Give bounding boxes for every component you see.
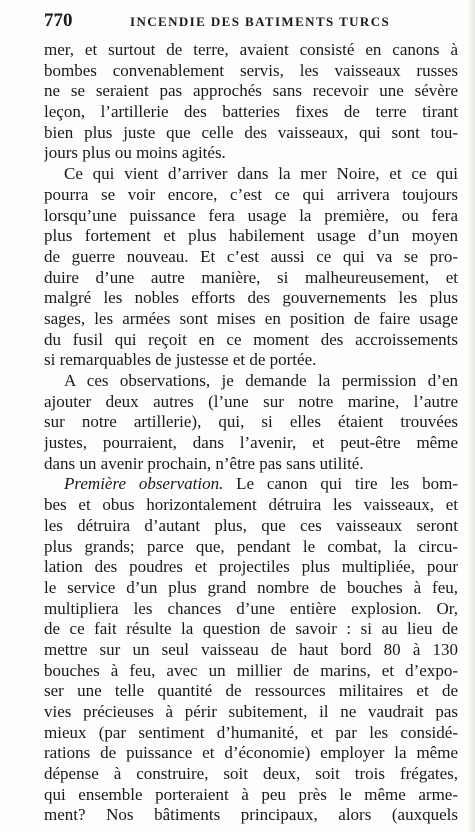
line-text: bien plus juste que celle des vaisseaux, qui sont tou-: [44, 122, 458, 142]
page-header: [44, 10, 458, 38]
page-number: 770: [44, 10, 73, 31]
line-text: rations de puissance et d’économie) employer la même: [44, 743, 458, 763]
text-line: [44, 309, 458, 330]
line-text: ser une telle quantité de ressources militaires et de: [44, 681, 458, 701]
line-text: du fusil qui reçoit en ce moment des accroissements: [44, 329, 458, 349]
line-text: justes, pourraient, dans l’avenir, et peut-être même: [44, 433, 458, 453]
line-text: pourra se voir encore, c’est ce qui arrivera toujours: [44, 184, 458, 204]
text-line: [44, 454, 458, 475]
line-text: si remarquables de justesse et de portée.: [44, 350, 317, 370]
line-text: duire d’une autre manière, si malheureusement, et: [44, 267, 458, 287]
line-text: bombes convenablement servis, les vaisseaux russes: [44, 60, 458, 80]
text-line: [44, 81, 458, 102]
text-line: [44, 640, 458, 661]
line-text: Le canon qui tire les bom-: [223, 474, 458, 494]
text-line: [44, 599, 458, 620]
text-line: [44, 350, 458, 371]
line-text: ment? Nos bâtiments principaux, alors (auxquels: [44, 805, 458, 825]
line-text: bouches à feu, avec un millier de marins, et d’expo-: [44, 660, 458, 680]
line-text: jours plus ou moins agités.: [44, 143, 226, 163]
text-line: [44, 702, 458, 723]
text-line: [44, 143, 458, 164]
text-line: [44, 40, 458, 61]
text-line: [44, 537, 458, 558]
line-text: ne se seraient pas approchés sans recevoir une sévère: [44, 81, 458, 101]
line-text: leçon, l’artillerie des batteries fixes de terre tirant: [44, 102, 458, 122]
line-text: vies précieuses à périr subitement, il ne vaudrait pas: [44, 702, 458, 721]
text-line: [44, 226, 458, 247]
text-line: [44, 474, 458, 495]
line-text: de guerre nouveau. Et c’est aussi ce qui va se pro-: [44, 246, 458, 266]
text-line: [44, 681, 458, 702]
line-text: mieux (par sentiment d’humanité, et par les considé-: [44, 722, 458, 742]
line-text: sur notre artillerie), qui, si elles étaient trouvées: [44, 412, 458, 432]
text-line: [44, 206, 458, 227]
page-edge-shadow: [467, 0, 475, 832]
text-line: [44, 805, 458, 826]
text-line: [44, 785, 458, 806]
line-text: plus fortement et plus habilement usage d’un moyen: [44, 226, 458, 246]
text-line: [44, 392, 458, 413]
text-line: [44, 661, 458, 682]
text-line: [44, 557, 458, 578]
line-text: malgré les nobles efforts des gouvernements les plus: [44, 288, 458, 308]
line-text: multipliera les chances d’une entière explosion. Or,: [44, 598, 458, 618]
text-line: [44, 185, 458, 206]
italic-heading: Première observation.: [64, 474, 224, 494]
line-text: A ces observations, je demande la permission d’en: [64, 371, 458, 390]
text-line: [44, 102, 458, 123]
text-line: [44, 412, 458, 433]
line-text: de ce fait résulte la question de savoir : si au lieu de: [44, 619, 458, 639]
line-text: bes et obus horizontalement détruira les vaisseaux, et: [44, 495, 458, 515]
text-line: [44, 123, 458, 144]
text-line: [44, 516, 458, 537]
running-head: INCENDIE DES BATIMENTS TURCS: [130, 14, 391, 29]
text-line: [44, 268, 458, 289]
text-line: [44, 495, 458, 516]
line-text: ajouter deux autres (l’une sur notre marine, l’autre: [44, 391, 458, 411]
body-text: [44, 40, 458, 826]
line-text: mer, et surtout de terre, avaient consisté en canons à: [44, 40, 458, 59]
text-line: [44, 578, 458, 599]
text-line: [44, 247, 458, 268]
line-text: mettre sur un seul vaisseau de haut bord 80 à 130: [44, 639, 458, 659]
text-line: [44, 164, 458, 185]
text-line: [44, 433, 458, 454]
line-text: Ce qui vient d’arriver dans la mer Noire, et ce qui: [64, 164, 458, 184]
text-line: [44, 61, 458, 82]
line-text: le service d’un plus grand nombre de bouches à feu,: [44, 577, 458, 597]
line-text: lation des poudres et projectiles plus multipliée, pour: [44, 557, 458, 577]
text-line: [44, 743, 458, 764]
text-line: [44, 288, 458, 309]
line-text: sages, les armées sont mises en position de faire usage: [44, 308, 458, 328]
line-text: plus grands; parce que, pendant le combat, la circu-: [44, 536, 458, 556]
line-text: dépense à construire, soit deux, soit trois frégates,: [44, 764, 458, 784]
line-text: les détruira d’autant plus, que ces vaisseaux seront: [44, 515, 458, 535]
text-line: [44, 330, 458, 351]
text-line: [44, 723, 458, 744]
text-line: [44, 619, 458, 640]
text-line: [44, 764, 458, 785]
line-text: lorsqu’une puissance fera usage la première, ou fera: [44, 205, 458, 225]
line-text: dans un avenir prochain, n’être pas sans utilité.: [44, 453, 364, 473]
text-line: [44, 371, 458, 392]
line-text: qui ensemble porteraient à peu près le même arme-: [44, 784, 458, 804]
